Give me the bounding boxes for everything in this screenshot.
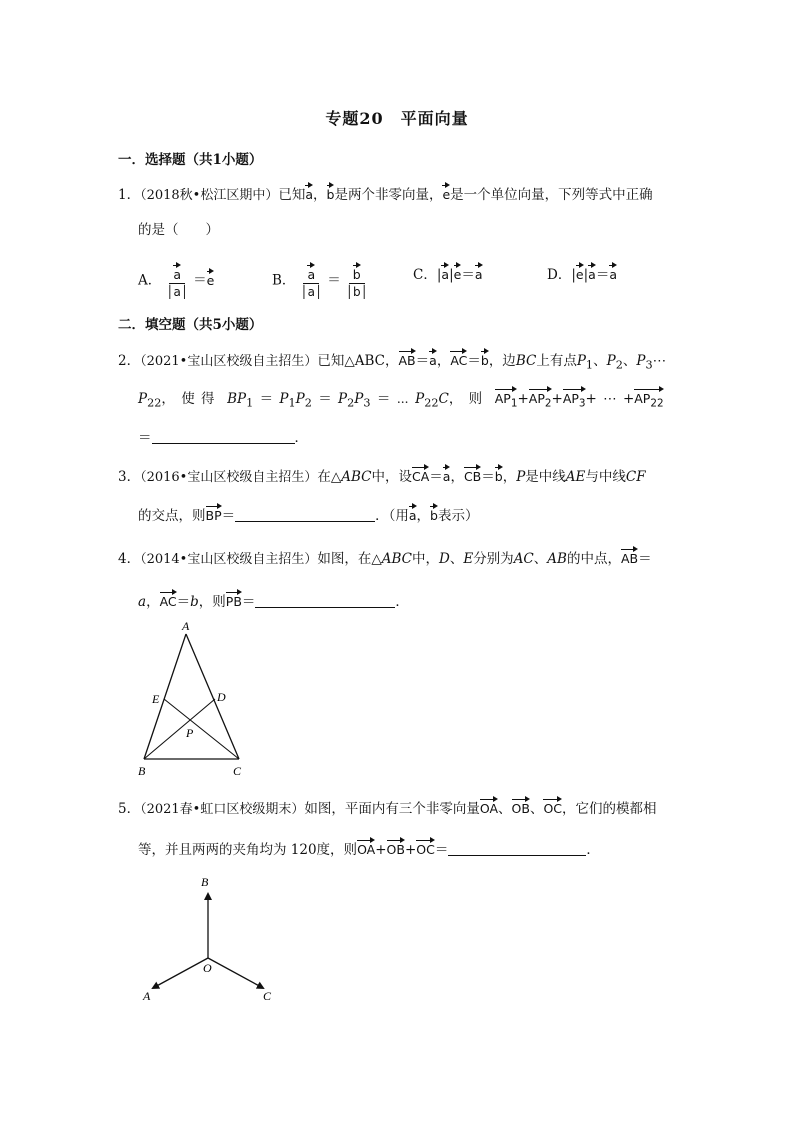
q3-vector-b: b xyxy=(495,465,503,484)
q1-option-d[interactable] xyxy=(547,263,617,283)
q2-bp1-sub: 1 xyxy=(246,396,254,410)
q2-ap3 xyxy=(563,387,586,409)
q1-option-c-label: C． xyxy=(413,267,437,283)
q5-vector-ob: OB xyxy=(512,797,530,816)
q1-option-d-e: e xyxy=(576,263,584,282)
fig4-side-ab xyxy=(144,634,186,759)
q2-p22-sub: 22 xyxy=(147,396,162,410)
q4-line2 xyxy=(138,590,409,610)
q1-option-a-den: │a│ xyxy=(166,285,189,299)
q1-option-c-bar1: | xyxy=(436,267,442,283)
q3-vector-bp: BP xyxy=(206,504,222,523)
q4-e: E xyxy=(463,551,474,567)
q4-vector-pb: PB xyxy=(226,590,242,609)
q2-ap1-label: AP xyxy=(494,391,511,406)
q2-plus-2: + xyxy=(551,391,563,407)
q2-ap1 xyxy=(495,387,518,409)
q5-answer-blank[interactable] xyxy=(448,843,586,856)
q3-comma-1: ， xyxy=(450,469,464,485)
q1-option-b[interactable] xyxy=(272,263,373,299)
q2-p22c-sub: 22 xyxy=(424,396,439,410)
fig4-label-b: B xyxy=(138,764,146,778)
q1-option-a-num: a xyxy=(173,263,181,282)
q3-eq-2: ＝ xyxy=(481,469,495,485)
q4-source: （2014•宝山区校级自主招生） xyxy=(140,552,318,567)
q1-text-2: 是两个非零向量， xyxy=(334,187,443,203)
q5-vector-figure xyxy=(135,870,285,1010)
q5-vector-oa2: OA xyxy=(357,838,375,857)
q1-line2: 的是（ ） xyxy=(138,222,219,238)
q1-option-b-den-b: │b│ xyxy=(345,285,368,299)
q3-text-4: 与中线 xyxy=(585,469,626,485)
q1-option-a-fraction xyxy=(162,263,192,299)
q5-vector-ob2: OB xyxy=(387,838,405,857)
q1-option-a-e: e xyxy=(207,269,215,288)
q4-comma: ， xyxy=(146,594,160,610)
q1-vector-b: b xyxy=(327,183,335,202)
q5-text-2: ，它们的模都相 xyxy=(562,801,657,817)
q4-number: 4． xyxy=(118,551,141,567)
q2-vector-b: b xyxy=(481,349,489,368)
q1-vector-e: e xyxy=(442,183,450,202)
q3-source: （2016•宝山区校级自主招生） xyxy=(140,470,318,485)
fig5-vector-oa xyxy=(153,958,208,988)
q2-source: （2021•宝山区校级自主招生） xyxy=(140,354,318,369)
q2-eq-final: ＝ xyxy=(138,430,152,446)
fig4-label-a: A xyxy=(182,619,190,633)
q3-vector-a2: a xyxy=(409,504,417,523)
q2-vector-a: a xyxy=(429,349,437,368)
q2-line2 xyxy=(138,387,664,410)
q5-sep-2: 、 xyxy=(529,801,544,817)
q2-ap22-sub: 22 xyxy=(650,397,664,410)
fig5-label-b: B xyxy=(201,875,209,889)
q2-p1p2-a-sub: 1 xyxy=(288,396,296,410)
q3-eq-3: ＝ xyxy=(221,508,236,524)
q4-line1 xyxy=(118,547,652,567)
q2-p3-sub: 3 xyxy=(645,358,653,372)
q4-ab: AB xyxy=(547,551,567,567)
q5-plus-1: + xyxy=(375,842,387,858)
q3-vector-ca: CA xyxy=(412,465,429,484)
q1-option-a-eq: ＝ xyxy=(193,272,207,289)
q1-option-d-label: D． xyxy=(547,267,572,283)
q3-line2 xyxy=(138,504,478,524)
q1-option-d-a: a xyxy=(588,263,596,282)
q2-eq-2: ＝ xyxy=(467,353,481,369)
q2-dots: ⋯ xyxy=(652,353,667,369)
section-heading-choice: 一．选择题（共1小题） xyxy=(118,152,263,168)
q1-option-c-a2: a xyxy=(475,263,483,282)
page-title: 专题20 平面向量 xyxy=(325,109,469,128)
q2-p1p2-a: P xyxy=(279,391,289,407)
q3-number: 3． xyxy=(118,469,141,485)
q5-eq: ＝ xyxy=(434,842,449,858)
fig4-side-ac xyxy=(186,634,239,759)
q4-text-5: ，则 xyxy=(198,594,226,610)
fig4-median-ce xyxy=(164,699,239,759)
q2-make: ， 使 得 xyxy=(161,391,215,407)
q2-p22: P xyxy=(138,391,148,407)
q2-ap2-label: AP xyxy=(528,391,545,406)
q1-line1 xyxy=(118,183,653,203)
q5-number: 5． xyxy=(118,801,141,817)
q2-ap22-label: AP xyxy=(634,391,651,406)
q2-p1p2-b: P xyxy=(295,391,305,407)
q2-comma: ， xyxy=(436,353,451,369)
q3-vector-a: a xyxy=(443,465,451,484)
q3-cf: CF xyxy=(625,469,646,485)
q2-plus-1: + xyxy=(517,391,529,407)
q2-eq-c: ＝ xyxy=(370,391,397,407)
q2-eq-b: ＝ xyxy=(311,391,339,407)
q2-c: C xyxy=(438,391,449,407)
q4-eq-2: ＝ xyxy=(176,594,191,610)
q4-text-2: 中， xyxy=(412,551,439,567)
q1-vector-a: a xyxy=(305,183,313,202)
q4-period: ． xyxy=(395,594,409,610)
q2-plus-4: + xyxy=(622,391,635,407)
q1-option-d-bar1: | xyxy=(571,267,576,283)
q1-option-d-bar2: | xyxy=(583,267,589,283)
q2-plus-3: + xyxy=(585,391,597,407)
q3-text-6: ．（用 xyxy=(375,508,409,524)
q1-option-d-eq: ＝ xyxy=(595,267,610,283)
q1-option-b-fraction-b xyxy=(342,263,372,299)
q1-option-c-e: e xyxy=(454,263,462,282)
q2-number: 2． xyxy=(118,353,141,369)
q1-option-b-eq: ＝ xyxy=(327,272,341,289)
q2-sep-1: 、 xyxy=(593,353,607,369)
q4-answer-blank[interactable] xyxy=(255,595,395,608)
q1-option-b-label: B． xyxy=(272,272,296,289)
fig4-label-c: C xyxy=(233,764,242,778)
q2-ap1-sub: 1 xyxy=(510,397,518,410)
fig5-label-c: C xyxy=(263,989,272,1003)
q1-number: 1． xyxy=(118,187,141,203)
q1-text-3: 是一个单位向量，下列等式中正确 xyxy=(450,187,653,203)
q5-text-3: 等，并且两两的夹角均为 120度，则 xyxy=(138,842,358,858)
q3-text-3: 是中线 xyxy=(525,469,566,485)
q5-period: ． xyxy=(586,842,600,858)
fig5-vector-oc xyxy=(208,958,263,988)
q1-option-d-a2: a xyxy=(609,263,617,282)
q2-line1 xyxy=(118,349,666,372)
q2-bp1: BP xyxy=(227,391,247,407)
q3-text-1: 在△ xyxy=(317,469,342,485)
q4-vector-ab: AB xyxy=(621,547,638,566)
q2-p22c: P xyxy=(415,391,425,407)
q2-ap2 xyxy=(529,387,552,409)
fig4-label-e: E xyxy=(152,692,160,706)
q1-source: （2018秋•松江区期中） xyxy=(140,188,279,203)
fig5-label-a: A xyxy=(143,989,151,1003)
q4-sep-1: 、 xyxy=(449,551,464,567)
q4-d: D xyxy=(439,551,450,567)
q5-vector-oa: OA xyxy=(480,797,498,816)
q1-option-c-eq: ＝ xyxy=(461,267,475,283)
section-heading-fill: 二．填空题（共5小题） xyxy=(118,317,263,333)
q5-vector-oc2: OC xyxy=(416,838,435,857)
q2-p2p3-a: P xyxy=(338,391,348,407)
fig4-label-p: P xyxy=(186,726,194,740)
q4-eq-1: ＝ xyxy=(638,551,652,567)
q3-text-2: 中，设 xyxy=(371,469,412,485)
q5-sep-1: 、 xyxy=(498,801,512,817)
q3-p: P xyxy=(516,469,526,485)
q1-option-c-bar2: | xyxy=(449,267,454,283)
q1-option-c[interactable] xyxy=(413,263,483,283)
q4-text-4: 的中点， xyxy=(566,551,621,567)
q3-comma-2: ， xyxy=(502,469,517,485)
q2-answer-blank[interactable] xyxy=(152,431,295,444)
q3-answer-blank[interactable] xyxy=(235,509,375,522)
q2-p1: P xyxy=(576,353,586,369)
q1-option-c-a: a xyxy=(441,263,449,282)
q5-text-1: 如图，平面内有三个非零向量 xyxy=(304,801,480,817)
q4-ac: AC xyxy=(513,551,534,567)
fig4-label-d: D xyxy=(217,690,226,704)
q2-sep-2: 、 xyxy=(622,353,637,369)
q5-source: （2021春•虹口区校级期末） xyxy=(140,802,305,817)
q1-text-1: 已知 xyxy=(278,187,306,203)
q2-ap2-sub: 2 xyxy=(544,397,552,410)
q2-p2p3-b: P xyxy=(354,391,364,407)
q4-text-3: 分别为 xyxy=(473,551,514,567)
q2-p1p2-b-sub: 2 xyxy=(304,396,312,410)
q1-option-b-num-b: b xyxy=(353,263,361,282)
q2-p1-sub: 1 xyxy=(585,358,594,372)
q2-p2: P xyxy=(606,353,616,369)
q2-ap22 xyxy=(634,387,663,409)
q2-p2p3-b-sub: 3 xyxy=(363,396,371,410)
q4-a: a xyxy=(138,594,147,610)
q2-eq-a: ＝ xyxy=(253,391,280,407)
q3-line1 xyxy=(118,465,646,485)
q5-line2 xyxy=(138,838,600,858)
q2-vector-ab: AB xyxy=(399,349,416,368)
q2-p2p3-a-sub: 2 xyxy=(347,396,355,410)
q4-vector-ac: AC xyxy=(160,590,177,609)
q2-text-2: ，边 xyxy=(488,353,516,369)
q4-abc: ABC xyxy=(381,551,412,567)
q5-vector-oc: OC xyxy=(543,797,562,816)
q2-then: ， 则 xyxy=(448,391,483,407)
q1-option-a[interactable] xyxy=(138,263,214,299)
q4-text-1: 如图，在△ xyxy=(317,551,382,567)
q4-sep-2: 、 xyxy=(533,551,548,567)
q3-comma-3: ， xyxy=(416,508,431,524)
q4-eq-3: ＝ xyxy=(241,594,256,610)
q3-ae: AE xyxy=(565,469,586,485)
q2-text-1: 已知△ABC， xyxy=(317,353,399,369)
q2-ap3-label: AP xyxy=(562,391,579,406)
q4-triangle-figure xyxy=(130,615,260,780)
q5-line1 xyxy=(118,797,657,817)
q3-text-7: 表示） xyxy=(437,508,479,524)
q1-option-b-fraction-a xyxy=(296,263,326,299)
q3-abc: ABC xyxy=(341,469,372,485)
q1-option-b-den-a: │a│ xyxy=(300,285,323,299)
q4-b: b xyxy=(190,594,199,610)
q2-period: ． xyxy=(294,430,308,446)
q1-option-b-num-a: a xyxy=(307,263,315,282)
q2-eq-1: ＝ xyxy=(415,353,430,369)
q2-p3: P xyxy=(636,353,646,369)
q3-eq-1: ＝ xyxy=(429,469,443,485)
q2-line3 xyxy=(138,426,308,446)
q2-p2-sub: 2 xyxy=(615,358,623,372)
q5-plus-2: + xyxy=(404,842,417,858)
fig5-label-o: O xyxy=(203,961,212,975)
q1-comma: ， xyxy=(313,187,327,203)
q2-vector-ac: AC xyxy=(450,349,467,368)
q2-text-3: 上有点 xyxy=(536,353,577,369)
q1-option-a-label: A． xyxy=(138,272,162,289)
q3-vector-cb: CB xyxy=(464,465,481,484)
q2-ap3-sub: 3 xyxy=(578,397,586,410)
q2-cdots-2: ⋯ xyxy=(603,391,617,407)
q3-text-5: 的交点，则 xyxy=(138,508,206,524)
q2-bc: BC xyxy=(515,353,537,369)
q3-vector-b2: b xyxy=(430,504,438,523)
q2-cdots: ⋯ xyxy=(396,391,409,407)
